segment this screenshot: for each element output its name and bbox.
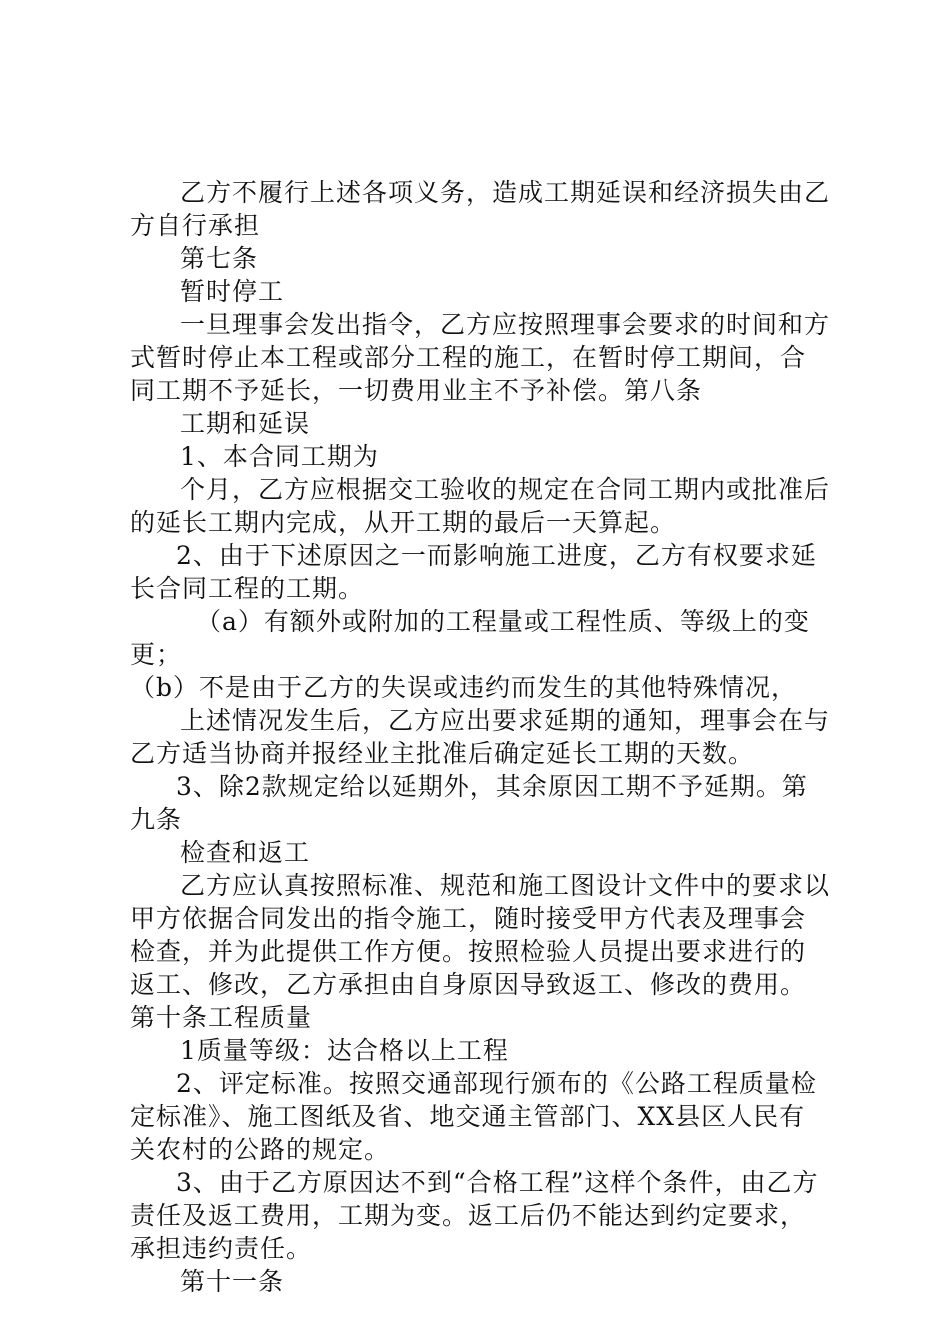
paragraph-quality-1: 1质量等级：达合格以上工程: [180, 1036, 509, 1065]
paragraph-schedule-months: 个月，乙方应根据交工验收的规定在合同工期内或批准后的延长工期内完成，从开工期的最后一天算起。: [130, 475, 831, 537]
section-title-inspection: 检查和返工: [180, 838, 311, 867]
document-body: [130, 176, 830, 1298]
paragraph-item-a: （a）有额外或附加的工程量或工程性质、等级上的变更；: [130, 607, 810, 669]
paragraph-extension-notice: 上述情况发生后，乙方应出要求延期的通知，理事会在与乙方适当协商并报经业主批准后确定延长工期的天数。: [130, 706, 831, 768]
paragraph-quality-3: 3、由于乙方原因达不到“合格工程”这样个条件，由乙方责任及返工费用，工期为变。返工后仍不能达到约定要求，承担违约责任。: [130, 1168, 819, 1263]
paragraph-item-b: （b）不是由于乙方的失误或违约而发生的其他特殊情况，: [130, 673, 798, 702]
section-title-suspension: 暂时停工: [180, 277, 285, 306]
paragraph-suspension: 一旦理事会发出指令，乙方应按照理事会要求的时间和方式暂时停止本工程或部分工程的施工，在暂时停工期间，合同工期不予延长，一切费用业主不予补偿。第八条: [130, 310, 831, 405]
section-title-schedule: 工期和延误: [180, 409, 311, 438]
paragraph-quality-2: 2、评定标准。按照交通部现行颁布的《公路工程质量检定标准》、施工图纸及省、地交通主管部门、XX县区人民有关农村的公路的规定。: [130, 1069, 817, 1164]
paragraph-schedule-1: 1、本合同工期为: [180, 442, 379, 471]
paragraph-inspection: 乙方应认真按照标准、规范和施工图设计文件中的要求以甲方依据合同发出的指令施工，随时接受甲方代表及理事会检查，并为此提供工作方便。按照检验人员提出要求进行的返工、修改，乙方承担由自身原因导致返工、修改的费用。第十条工程质量: [130, 871, 831, 1032]
paragraph-schedule-3: 3、除2款规定给以延期外，其余原因工期不予延期。第九条: [130, 772, 808, 834]
article-seven-heading: 第七条: [180, 244, 259, 273]
paragraph-obligation-breach: 乙方不履行上述各项义务，造成工期延误和经济损失由乙方自行承担: [130, 178, 831, 240]
paragraph-schedule-2: 2、由于下述原因之一而影响施工进度，乙方有权要求延长合同工程的工期。: [130, 541, 817, 603]
article-eleven-heading: 第十一条: [180, 1267, 285, 1296]
